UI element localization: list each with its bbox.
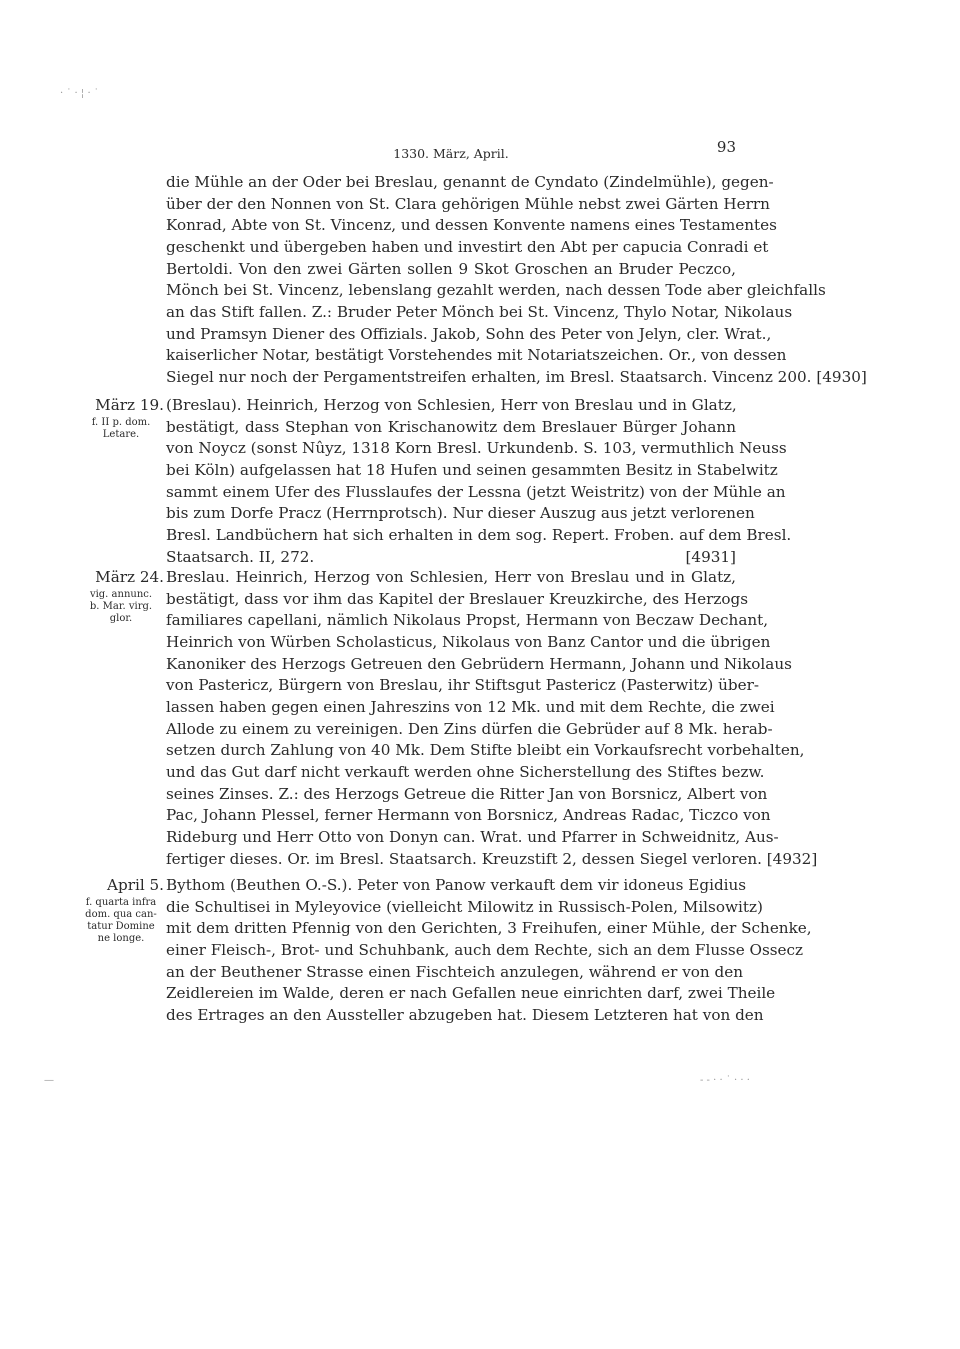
text-line: seines Zinses. Z.: des Herzogs Getreue die Ritter Jan von Borsnicz, Albert von [166, 784, 768, 803]
text-line: Breslau. Heinrich, Herzog von Schlesien, Herr von Breslau und in Glatz, [166, 568, 736, 586]
entry-text [166, 395, 792, 568]
text-line: fertiger dieses. Or. im Bresl. Staatsarch. Kreuzstift 2, dessen Siegel verloren. [4932] [166, 849, 818, 868]
text-line: Heinrich von Würben Scholasticus, Nikolaus von Banz Cantor und die übrigen [166, 632, 771, 651]
page-header [166, 138, 736, 166]
text-line: Bythom (Beuthen O.-S.). Peter von Panow verkauft dem vir idoneus Egidius [166, 876, 747, 894]
entry-margin [78, 875, 164, 945]
text-line: bestätigt, dass Stephan von Krischanowitz dem Breslauer Bürger Johann [166, 417, 736, 436]
text-line: einer Fleisch-, Brot- und Schuhbank, auch dem Rechte, sich an dem Flusse Ossecz [166, 940, 804, 959]
text-line: setzen durch Zahlung von 40 Mk. Dem Stifte bleibt ein Vorkaufsrecht vorbehalten, [166, 741, 805, 760]
text-line [166, 547, 736, 569]
text-line: sammt einem Ufer des Flusslaufes der Lessna (jetzt Weistritz) von der Mühle an [166, 482, 786, 501]
text-line: lassen haben gegen einen Jahreszins von 12 Mk. und mit dem Rechte, die zwei [166, 697, 775, 716]
text-line: an das Stift fallen. Z.: Bruder Peter Mönch bei St. Vincenz, Thylo Notar, Nikolaus [166, 302, 793, 321]
text-line: bei Köln) aufgelassen hat 18 Hufen und seinen gesammten Besitz in Stabelwitz [166, 460, 778, 479]
entry-date: April 5. [107, 876, 164, 894]
liturgical-date-note: f. II p. dom. Letare. [91, 416, 151, 440]
text-line: Allode zu einem zu vereinigen. Den Zins dürfen die Gebrüder auf 8 Mk. herab- [166, 719, 773, 738]
liturgical-date-note: vig. annunc. b. Mar. virg. glor. [89, 588, 153, 624]
text-line: von Pastericz, Bürgern von Breslau, ihr Stiftsgut Pastericz (Pasterwitz) über- [166, 676, 759, 695]
entry-text [166, 567, 818, 870]
text-line: die Schultisei in Myleyovice (vielleicht Milowitz in Russisch-Polen, Milsowitz) [166, 897, 763, 916]
entry-text [166, 875, 812, 1027]
text-line: Konrad, Abte von St. Vincenz, und dessen Konvente namens eines Testamentes [166, 216, 777, 235]
entry-reference-number: [4931] [685, 547, 736, 566]
text-line: von Noycz (sonst Nûyz, 1318 Korn Bresl. Urkundenb. S. 103, vermuthlich Neuss [166, 439, 787, 458]
text-line: Kanoniker des Herzogs Getreuen den Gebrüdern Hermann, Johann und Nikolaus [166, 654, 792, 673]
text-line: Zeidlereien im Walde, deren er nach Gefallen neue einrichten darf, zwei Theile [166, 984, 776, 1003]
scan-specks: — [44, 1075, 54, 1086]
entry-margin [78, 395, 164, 441]
text-line: geschenkt und übergeben haben und investirt den Abt per capucia Conradi et [166, 237, 769, 256]
continuation-text [166, 172, 867, 389]
text-line: Mönch bei St. Vincenz, lebenslang gezahlt werden, nach dessen Tode aber gleichfalls [166, 281, 826, 300]
scan-specks: · ˙ · ¦ · ˙ [60, 88, 99, 99]
text-line: Pac, Johann Plessel, ferner Hermann von Borsnicz, Andreas Radac, Ticzco von [166, 806, 771, 825]
text-line: über der den Nonnen von St. Clara gehörigen Mühle nebst zwei Gärten Herrn [166, 194, 770, 213]
text-line-content: Staatsarch. II, 272. [166, 547, 315, 566]
text-line: und das Gut darf nicht verkauft werden ohne Sicherstellung des Stiftes bezw. [166, 762, 765, 781]
text-line: bestätigt, dass vor ihm das Kapitel der Breslauer Kreuzkirche, des Herzogs [166, 589, 749, 608]
text-line: Rideburg und Herr Otto von Donyn can. Wrat. und Pfarrer in Schweidnitz, Aus- [166, 827, 779, 846]
text-line: und Pramsyn Diener des Offizials. Jakob, Sohn des Peter von Jelyn, cler. Wrat., [166, 324, 772, 343]
text-line: Bresl. Landbüchern hat sich erhalten in dem sog. Repert. Froben. auf dem Bresl. [166, 525, 792, 544]
liturgical-date-note: f. quarta infra dom. qua can- tatur Domine ne longe. [85, 896, 157, 944]
entry-date: März 24. [95, 568, 164, 586]
text-line: (Breslau). Heinrich, Herzog von Schlesien, Herr von Breslau und in Glatz, [166, 396, 737, 414]
text-line: Siegel nur noch der Pergamentstreifen erhalten, im Bresl. Staatsarch. Vincenz 200. [4930] [166, 367, 867, 386]
text-line: des Ertrages an den Aussteller abzugeben hat. Diesem Letzteren hat von den [166, 1005, 764, 1024]
text-line: an der Beuthener Strasse einen Fischteich anzulegen, während er von den [166, 962, 744, 981]
scan-specks: - - · · ˙ · · · [700, 1075, 750, 1086]
page-number: 93 [716, 138, 736, 156]
text-line: Bertoldi. Von den zwei Gärten sollen 9 Skot Groschen an Bruder Peczco, [166, 259, 736, 278]
text-line: familiares capellani, nämlich Nikolaus Propst, Hermann von Beczaw Dechant, [166, 611, 769, 630]
entry-date: März 19. [95, 396, 164, 414]
running-head: 1330. März, April. [393, 146, 509, 161]
entry-margin [78, 567, 164, 625]
text-line: bis zum Dorfe Pracz (Herrnprotsch). Nur dieser Auszug aus jetzt verlorenen [166, 504, 755, 523]
text-line: kaiserlicher Notar, bestätigt Vorstehendes mit Notariatszeichen. Or., von dessen [166, 346, 787, 365]
text-line: mit dem dritten Pfennig von den Gerichten, 3 Freihufen, einer Mühle, der Schenke, [166, 919, 812, 938]
text-line: die Mühle an der Oder bei Breslau, genannt de Cyndato (Zindelmühle), gegen- [166, 173, 774, 191]
